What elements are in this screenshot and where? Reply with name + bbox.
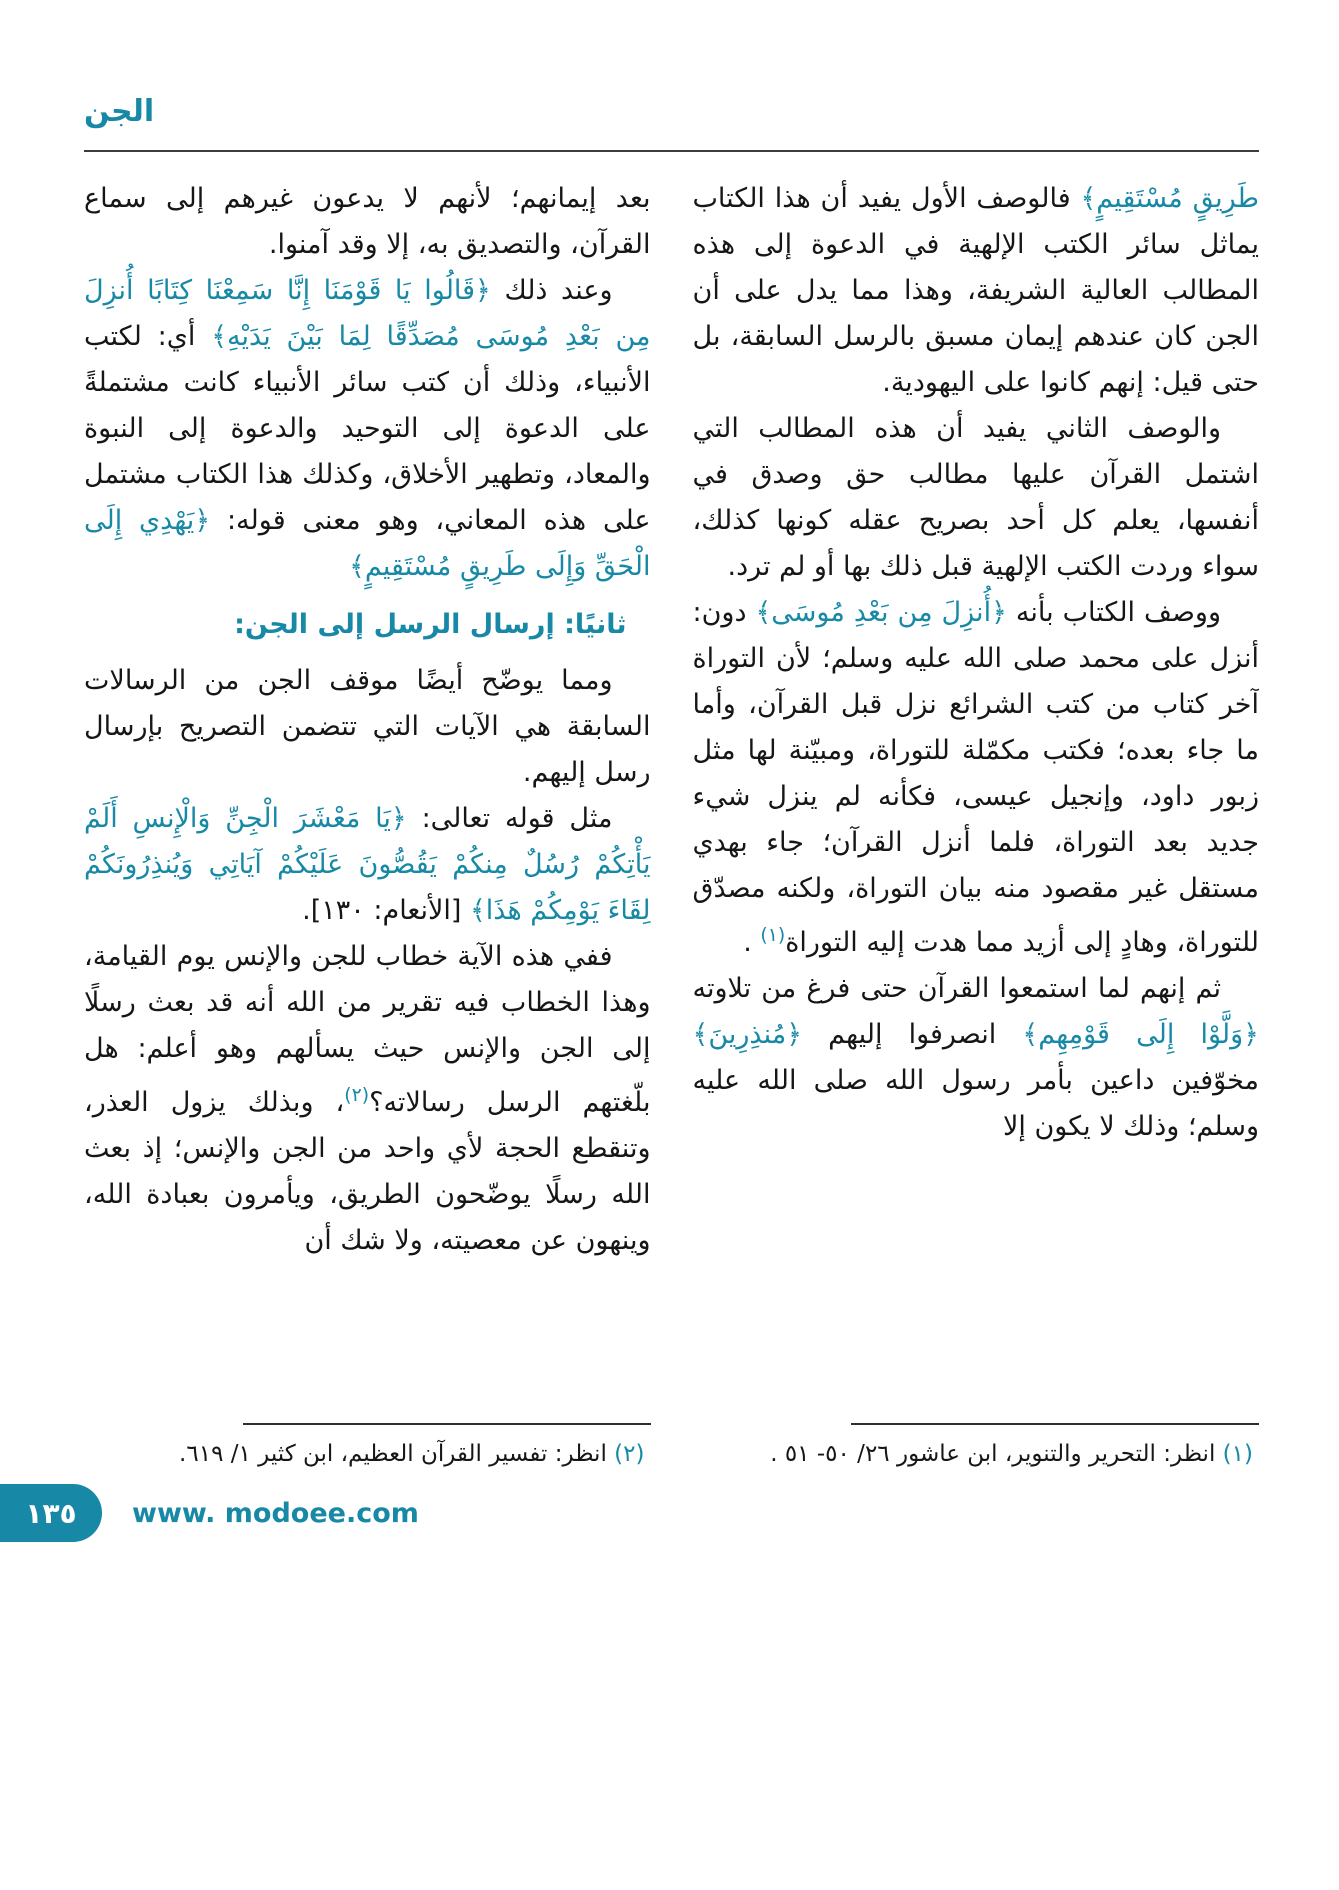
body-text: انظر: التحرير والتنوير، ابن عاشور ٢٦/ ٥٠- ٥١ .	[770, 1441, 1223, 1467]
body-text: ، وبذلك يزول العذر، وتنقطع الحجة لأي واحد من الجن والإنس؛ إذ بعث الله رسلًا يوضّحون الطريق، ويأمرون بعبادة الله، وينهون عن معصيته، ولا شك أن	[84, 1087, 651, 1256]
footnote-separator	[243, 1423, 651, 1425]
heading-text: ثانيًا: إرسال الرسل إلى الجن:	[234, 609, 627, 640]
footnote-ref: (٢)	[344, 1084, 370, 1106]
body-text: أي: لكتب الأنبياء، وذلك أن كتب سائر الأنبياء كانت مشتملةً على الدعوة إلى التوحيد والدعوة إلى النبوة والمعاد، وتطهير الأخلاق، وكذلك هذا الكتاب مشتمل على هذه المعاني، وهو معنى قوله:	[84, 321, 651, 536]
left-column	[84, 176, 651, 1472]
quran-quote: ﴿أُنزِلَ مِن بَعْدِ مُوسَى﴾	[755, 597, 1007, 628]
paragraph	[84, 176, 651, 268]
body-text: انصرفوا إليهم	[802, 1019, 1023, 1050]
footnote-ref: (١)	[760, 924, 786, 946]
quran-quote: ﴿قَالُوا يَا قَوْمَنَا إِنَّا سَمِعْنَا كِتَابًا أُنزِلَ مِن بَعْدِ مُوسَى مُصَدِّقًا لِمَا بَيْنَ يَدَيْهِ﴾	[84, 275, 651, 352]
paragraph	[84, 658, 651, 796]
page-number-badge	[0, 1484, 102, 1542]
body-text: [الأنعام: ١٣٠].	[302, 895, 470, 926]
paragraph	[693, 966, 1260, 1150]
two-column-layout	[84, 176, 1259, 1472]
paragraph	[84, 268, 651, 590]
body-text: مثل قوله تعالى:	[406, 803, 613, 834]
right-column	[693, 176, 1260, 1472]
body-text: بعد إيمانهم؛ لأنهم لا يدعون غيرهم إلى سماع القرآن، والتصديق به، إلا وقد آمنوا.	[84, 183, 651, 260]
paragraph	[693, 406, 1260, 590]
right-footnote-block	[693, 1423, 1260, 1472]
website-url: www. modoee.com	[132, 1498, 419, 1529]
left-column-body	[84, 176, 651, 1264]
footnote-text	[84, 1437, 651, 1472]
paragraph	[693, 1437, 1254, 1472]
body-text: انظر: تفسير القرآن العظيم، ابن كثير ١/ ٦١٩.	[179, 1441, 615, 1467]
header-divider	[84, 150, 1259, 152]
quran-quote: ﴿وَلَّوْا إِلَى قَوْمِهِم﴾	[1022, 1019, 1259, 1050]
body-text: والوصف الثاني يفيد أن هذه المطالب التي اشتمل القرآن عليها مطالب حق وصدق في أنفسها، يعلم كل أحد بصريح عقله كونها كذلك، سواء وردت الكتب الإلهية قبل ذلك بها أو لم ترد.	[692, 413, 1259, 582]
footnote-number: (١)	[1222, 1441, 1253, 1467]
body-text: ثم إنهم لما استمعوا القرآن حتى فرغ من تلاوته	[692, 973, 1221, 1004]
right-column-body	[693, 176, 1260, 1150]
footnote-number: (٢)	[614, 1441, 645, 1467]
paragraph	[693, 176, 1260, 406]
left-footnote-block	[84, 1423, 651, 1472]
body-text: .	[743, 927, 761, 958]
chapter-header: الجن	[84, 94, 155, 129]
body-text: وعند ذلك	[490, 275, 613, 306]
body-text: فالوصف الأول يفيد أن هذا الكتاب يماثل سائر الكتب الإلهية في الدعوة إلى هذه المطالب العالية الشريفة، وهذا مما يدل على أن الجن كان عندهم إيمان مسبق بالرسل السابقة، بل حتى قيل: إنهم كانوا على اليهودية.	[692, 183, 1259, 398]
body-text: ومما يوضّح أيضًا موقف الجن من الرسالات السابقة هي الآيات التي تتضمن التصريح بإرسال رسل إليهم.	[84, 665, 651, 788]
page-number: ١٣٥	[25, 1496, 77, 1530]
body-text: ففي هذه الآية خطاب للجن والإنس يوم القيامة، وهذا الخطاب فيه تقرير من الله أنه قد بعث رسلًا إلى الجن والإنس حيث يسألهم وهو أعلم: هل بلّغتهم الرسل رسالاته؟	[84, 941, 651, 1118]
body-text: ووصف الكتاب بأنه	[1006, 597, 1221, 628]
paragraph	[84, 934, 651, 1264]
quran-quote: ﴿يَا مَعْشَرَ الْجِنِّ وَالْإِنسِ أَلَمْ يَأْتِكُمْ رُسُلٌ مِنكُمْ يَقُصُّونَ عَلَيْكُمْ آيَاتِي وَيُنذِرُونَكُمْ لِقَاءَ يَوْمِكُمْ هَذَا﴾	[84, 803, 651, 926]
footnote-separator	[851, 1423, 1259, 1425]
quran-quote: ﴿مُنذِرِينَ﴾	[692, 1019, 803, 1050]
section-heading	[84, 602, 651, 648]
paragraph	[84, 1437, 645, 1472]
quran-quote: طَرِيقٍ مُسْتَقِيمٍ﴾	[1080, 183, 1259, 214]
paragraph	[84, 796, 651, 934]
body-text: دون: أنزل على محمد صلى الله عليه وسلم؛ لأن التوراة آخر كتاب من كتب الشرائع نزل قبل القرآن، وأما ما جاء بعده؛ فكتب مكمّلة للتوراة، ومبيّنة لها مثل زبور داود، وإنجيل عيسى، فكأنه لم ينزل شيء جديد بعد التوراة، فلما أنزل القرآن؛ جاء بهدي مستقل غير مقصود منه بيان التوراة، ولكنه مصدّق للتوراة، وهادٍ إلى أزيد مما هدت إليه التوراة	[692, 597, 1259, 958]
body-text: مخوّفين داعين بأمر رسول الله صلى الله عليه وسلم؛ وذلك لا يكون إلا	[692, 1065, 1259, 1142]
quran-quote: ﴿يَهْدِي إِلَى الْحَقِّ وَإِلَى طَرِيقٍ مُسْتَقِيمٍ﴾	[84, 505, 651, 582]
footnote-text	[693, 1437, 1260, 1472]
paragraph	[693, 590, 1260, 966]
